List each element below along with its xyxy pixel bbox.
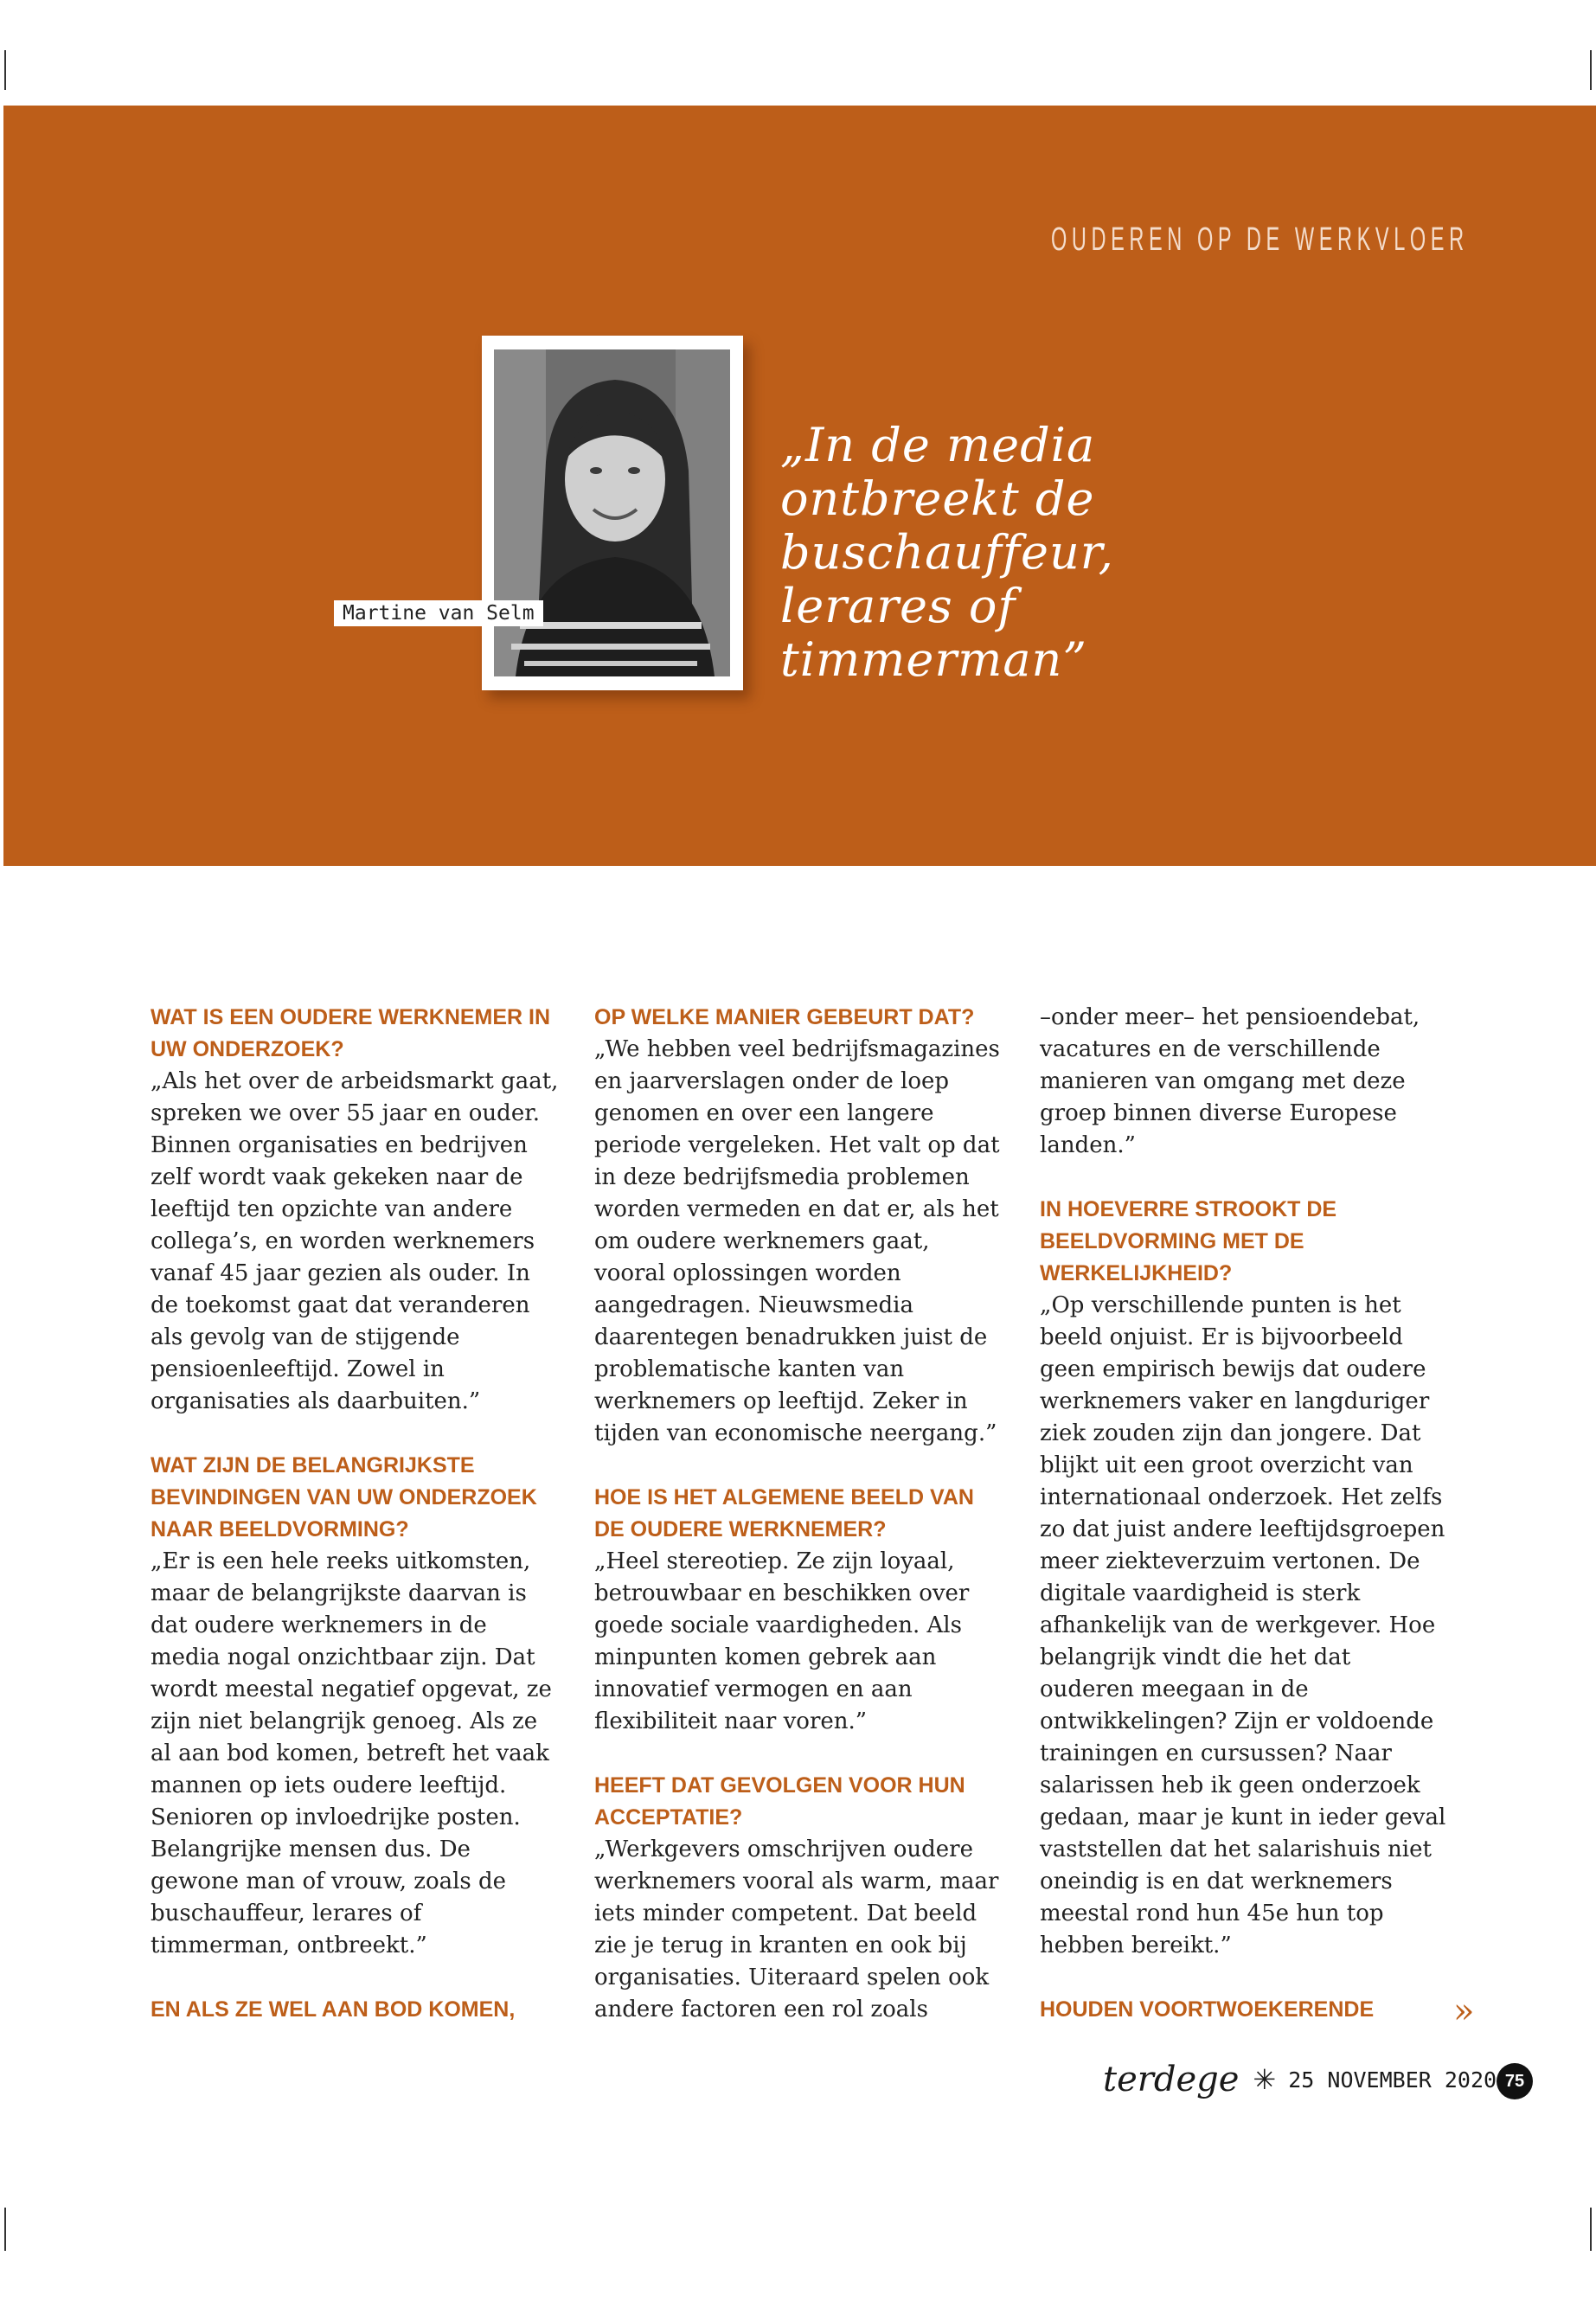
portrait-illustration [494, 349, 730, 676]
crop-mark [4, 2208, 6, 2251]
answer-paragraph: „We hebben veel bedrijfsmagazines en jaarverslagen onder de loep genomen en over een langere periode vergeleken. Het valt op dat in deze bedrijfsmedia problemen worden vermeden en dat er, als het om oudere werknemers gaat, vooral oplossingen worden aangedragen. Nieuwsmedia daarentegen benadrukken juist de problematische kanten van werknemers op leeftijd. Zeker in tijden van economische neergang.” [594, 1036, 1000, 1446]
page-number: 75 [1497, 2063, 1533, 2099]
article-column-3 [1040, 1002, 1448, 2026]
question-heading: WAT IS EEN OUDERE WERKNEMER IN UW ONDERZOEK? [151, 1005, 551, 1061]
crop-mark [4, 50, 6, 90]
crop-mark [1590, 50, 1592, 90]
asterisk-icon: ✳ [1253, 2063, 1277, 2096]
page-footer [1103, 2058, 1497, 2101]
magazine-logo: terdege [1103, 2060, 1240, 2099]
question-heading: OP WELKE MANIER GEBEURT DAT? [594, 1005, 975, 1029]
article-column-1 [151, 1002, 559, 2026]
issue-date: 25 NOVEMBER 2020 [1288, 2067, 1497, 2093]
question-heading: IN HOEVERRE STROOKT DE BEELDVORMING MET DE WERKELIJKHEID? [1040, 1197, 1337, 1285]
question-heading: HOUDEN VOORTWOEKERENDE [1040, 1997, 1375, 2022]
question-heading: HEEFT DAT GEVOLGEN VOOR HUN ACCEPTATIE? [594, 1773, 965, 1830]
crop-mark [1590, 2208, 1592, 2251]
continue-arrow-icon: » [1453, 1991, 1475, 2031]
answer-paragraph: –onder meer– het pensioendebat, vacatures en de verschillende manieren van omgang met deze groep binnen diverse Europese landen.” [1040, 1004, 1420, 1158]
portrait-photo-frame [482, 336, 743, 690]
question-heading: EN ALS ZE WEL AAN BOD KOMEN, [151, 1997, 516, 2022]
pull-quote: „In de media ontbreekt de buschauffeur, lerares of timmerman” [780, 418, 1114, 687]
question-heading: WAT ZIJN DE BELANGRIJKSTE BEVINDINGEN VAN UW ONDERZOEK NAAR BEELDVORMING? [151, 1453, 537, 1541]
photo-caption: Martine van Selm [334, 600, 543, 626]
answer-paragraph: „Heel stereotiep. Ze zijn loyaal, betrouwbaar en beschikken over goede sociale vaardigheden. Als minpunten komen gebrek aan innovatief vermogen en aan flexibiliteit naar voren.” [594, 1548, 970, 1734]
portrait-photo [494, 349, 730, 676]
answer-paragraph: „Als het over de arbeidsmarkt gaat, spreken we over 55 jaar en ouder. Binnen organisaties en bedrijven zelf wordt vaak gekeken naar de leeftijd ten opzichte van andere collega’s, en worden werknemers vanaf 45 jaar gezien als ouder. In de toekomst gaat dat veranderen als gevolg van de stijgende pensioenleeftijd. Zowel in organisaties als daarbuiten.” [151, 1068, 559, 1414]
answer-paragraph: „Werkgevers omschrijven oudere werknemers vooral als warm, maar iets minder competent. Dat beeld zie je terug in kranten en ook bij organisaties. Uiteraard spelen ook andere factoren een rol zoals [594, 1836, 999, 2022]
section-rubric: OUDEREN OP DE WERKVLOER [1051, 221, 1469, 258]
answer-paragraph: „Op verschillende punten is het beeld onjuist. Er is bijvoorbeeld geen empirisch bewijs dat oudere werknemers vaker en langduriger ziek zouden zijn dan jongere. Dat blijkt uit een groot overzicht van internationaal onderzoek. Het zelfs zo dat juist andere leeftijdsgroepen meer ziekteverzuim vertonen. De digitale vaardigheid is sterk afhankelijk van de werkgever. Hoe belangrijk vindt die het dat ouderen meegaan in de ontwikkelingen? Zijn er voldoende trainingen en cursussen? Naar salarissen heb ik geen onderzoek gedaan, maar je kunt in ieder geval vaststellen dat het salarishuis niet oneindig is en dat werknemers meestal rond hun 45e hun top hebben bereikt.” [1040, 1292, 1446, 1958]
question-heading: HOE IS HET ALGEMENE BEELD VAN DE OUDERE WERKNEMER? [594, 1485, 974, 1541]
article-column-2 [594, 1002, 1003, 2026]
answer-paragraph: „Er is een hele reeks uitkomsten, maar de belangrijkste daarvan is dat oudere werknemers in de media nogal onzichtbaar zijn. Dat wordt meestal negatief opgevat, ze zijn niet belangrijk genoeg. Als ze al aan bod komen, betreft het vaak mannen op iets oudere leeftijd. Senioren op invloedrijke posten. Belangrijke mensen dus. De gewone man of vrouw, zoals de buschauffeur, lerares of timmerman, ontbreekt.” [151, 1548, 552, 1958]
